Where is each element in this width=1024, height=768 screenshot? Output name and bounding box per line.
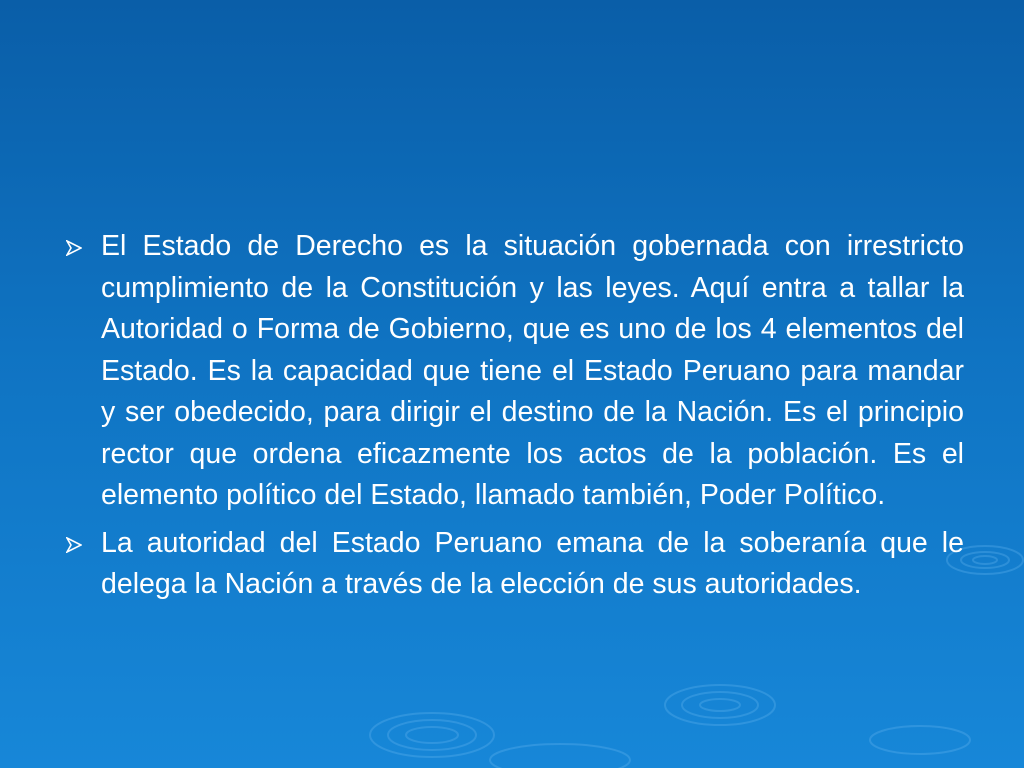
slide-body xyxy=(64,226,964,612)
bullet-item xyxy=(64,226,964,517)
bullet-item xyxy=(64,523,964,606)
bullet-text: La autoridad del Estado Peruano emana de la soberanía que le delega la Nación a través de la elección de sus autoridades. xyxy=(101,526,964,600)
arrowhead-bullet-icon xyxy=(66,537,82,553)
arrowhead-bullet-icon xyxy=(66,240,82,256)
bullet-text: El Estado de Derecho es la situación gobernada con irrestricto cumplimiento de la Constitución y las leyes. Aquí entra a tallar la Autoridad o Forma de Gobierno, que es uno de los 4 elementos del Estado. Es la capacidad que tiene el Estado Peruano para mandar y ser obedecido, para dirigir el destino de la Nación. Es el principio rector que ordena eficazmente los actos de la población. Es el elemento político del Estado, llamado también, Poder Político. xyxy=(101,230,964,511)
